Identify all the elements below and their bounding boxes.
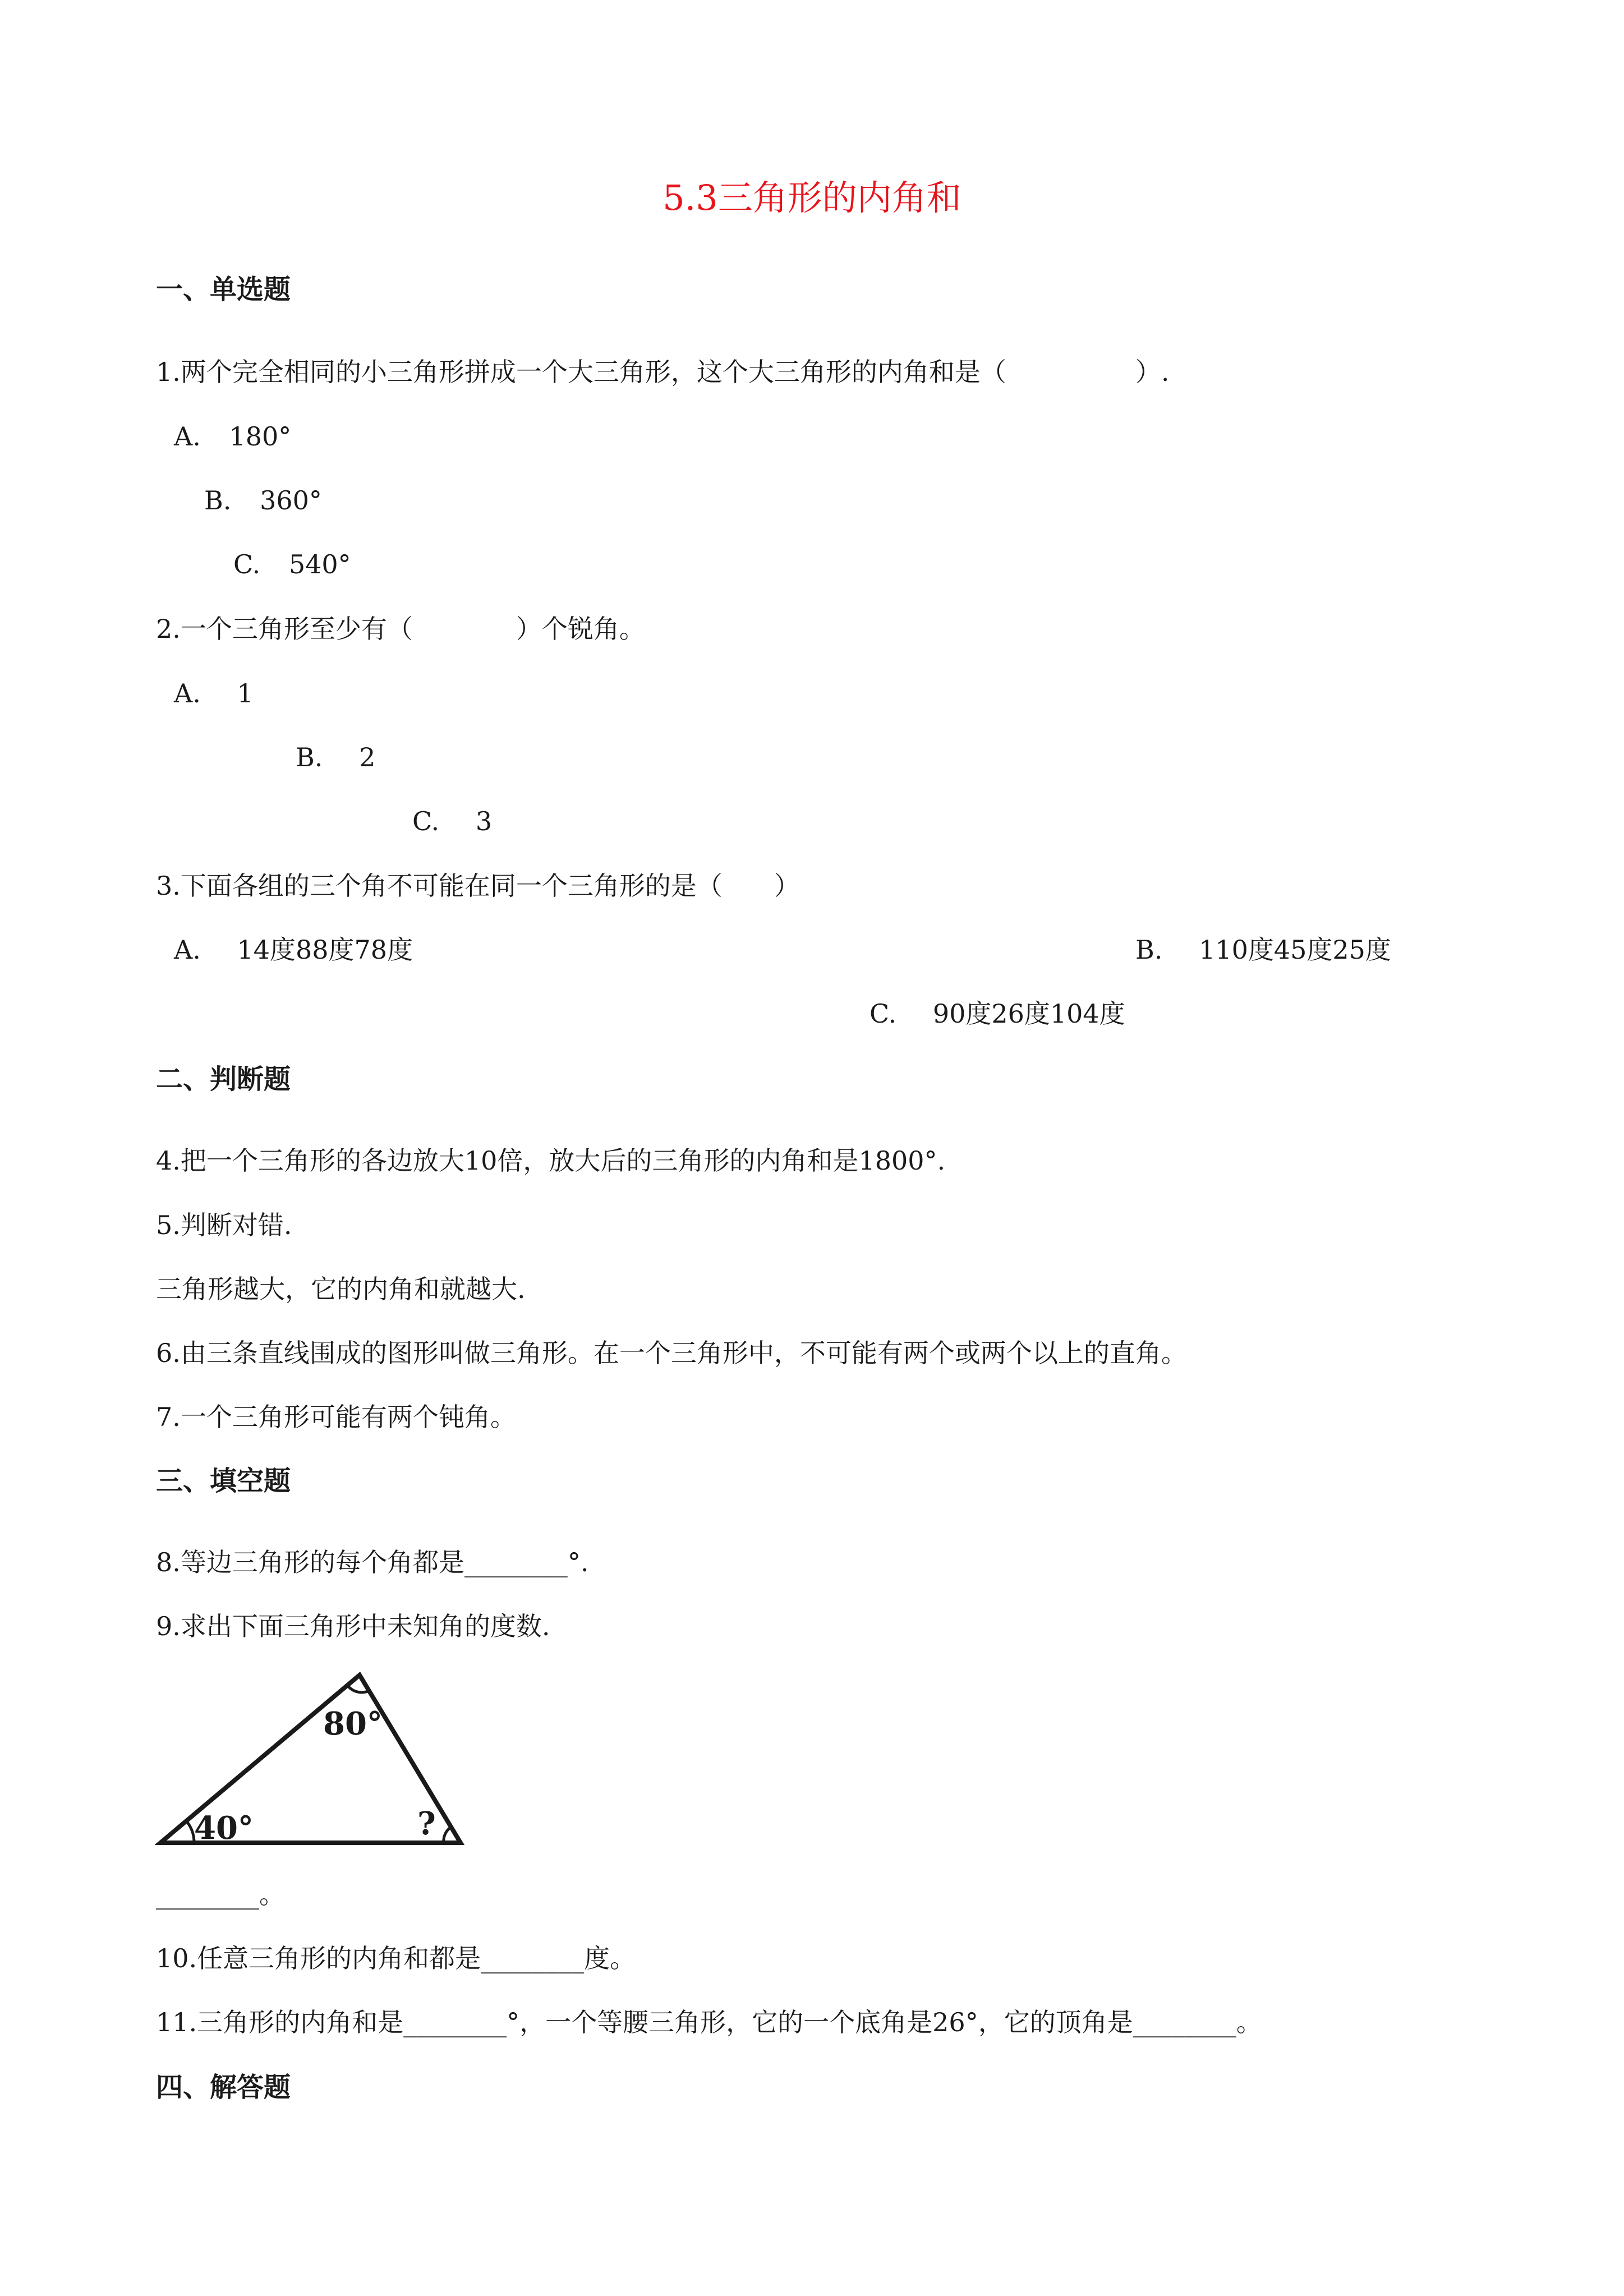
q1-option-c <box>233 551 351 577</box>
angle-label-right: ? <box>417 1805 436 1842</box>
q1-option-b <box>204 485 322 516</box>
question-8: 8.等边三角形的每个角都是________°. <box>156 1547 589 1577</box>
section-heading-single-choice: 一、单选题 <box>156 274 291 305</box>
right-angle-arc <box>444 1827 451 1843</box>
option-text: 1 <box>237 678 254 708</box>
question-10: 10.任意三角形的内角和都是________度。 <box>156 1943 636 1973</box>
q3-option-c <box>869 1001 1125 1027</box>
question-9-answer: ________。 <box>156 1879 285 1910</box>
q3-option-b <box>1135 937 1391 963</box>
q1-option-a <box>174 421 292 452</box>
option-text: 540° <box>288 549 351 579</box>
q3-option-a <box>174 937 413 963</box>
option-text: 360° <box>260 485 322 516</box>
option-text: 2 <box>359 742 376 772</box>
option-text: 90度26度104度 <box>932 999 1125 1029</box>
option-label: B. <box>1135 935 1163 965</box>
option-text: 180° <box>229 421 292 452</box>
question-6: 6.由三条直线围成的图形叫做三角形。在一个三角形中，不可能有两个或两个以上的直角。 <box>156 1338 1187 1368</box>
section-heading-true-false: 二、判断题 <box>156 1064 291 1095</box>
question-11: 11.三角形的内角和是________°，一个等腰三角形，它的一个底角是26°，它的顶角是________。 <box>156 2007 1262 2037</box>
option-text: 3 <box>475 806 493 836</box>
section-heading-answer: 四、解答题 <box>156 2072 291 2103</box>
page-title: 5.3三角形的内角和 <box>663 177 961 218</box>
question-3: 3.下面各组的三个角不可能在同一个三角形的是（ ） <box>156 871 800 901</box>
option-label: B. <box>204 485 232 516</box>
question-9: 9.求出下面三角形中未知角的度数. <box>156 1611 550 1641</box>
question-5-statement: 三角形越大，它的内角和就越大. <box>156 1274 526 1304</box>
option-label: B. <box>296 742 323 772</box>
triangle-figure <box>155 1672 469 1857</box>
question-1: 1.两个完全相同的小三角形拼成一个大三角形，这个大三角形的内角和是（ ）. <box>156 357 1170 387</box>
option-text: 14度88度78度 <box>237 935 413 965</box>
question-5: 5.判断对错. <box>156 1210 292 1240</box>
question-7: 7.一个三角形可能有两个钝角。 <box>156 1402 516 1432</box>
option-label: C. <box>869 999 897 1029</box>
option-label: C. <box>412 806 440 836</box>
angle-label-left: 40° <box>194 1810 254 1847</box>
option-label: A. <box>174 421 201 452</box>
angle-label-top: 80° <box>323 1705 383 1742</box>
question-2: 2.一个三角形至少有（ ）个锐角。 <box>156 614 645 644</box>
question-4: 4.把一个三角形的各边放大10倍，放大后的三角形的内角和是1800°. <box>156 1145 946 1176</box>
q2-option-a <box>174 680 254 706</box>
section-heading-fill-blank: 三、填空题 <box>156 1465 291 1497</box>
left-angle-arc <box>186 1821 194 1843</box>
q2-option-b <box>296 744 375 770</box>
option-label: A. <box>174 678 201 708</box>
option-label: C. <box>233 549 261 579</box>
q2-option-c <box>412 808 492 834</box>
option-text: 110度45度25度 <box>1199 935 1391 965</box>
option-label: A. <box>174 935 201 965</box>
